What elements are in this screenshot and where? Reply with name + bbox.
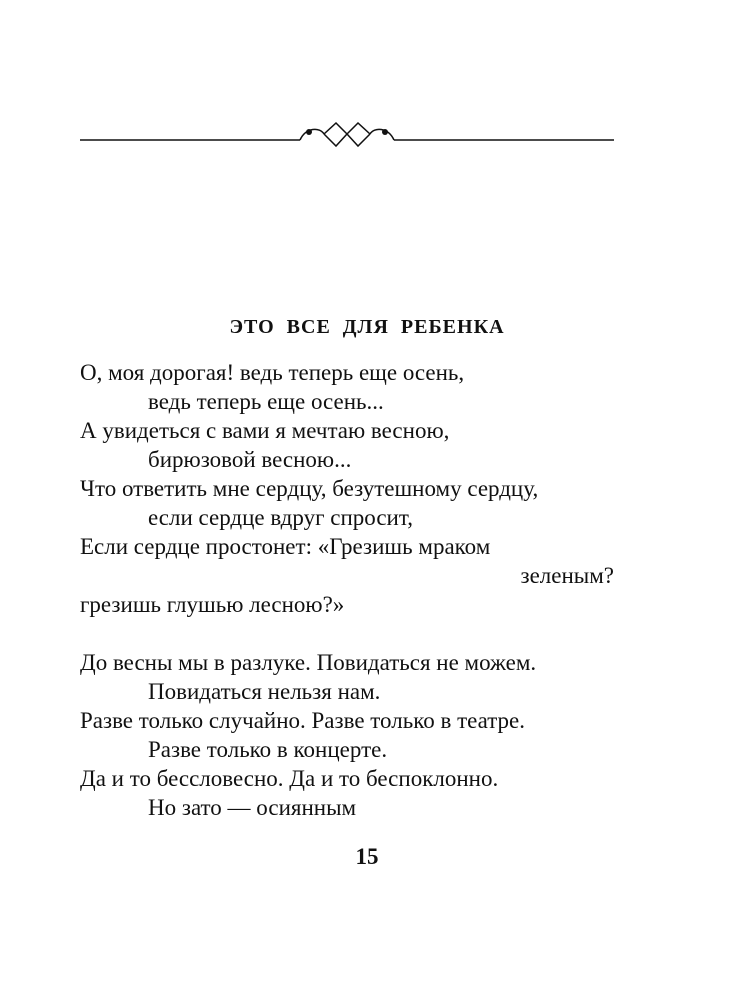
stanza-break — [80, 619, 614, 648]
poem-line: До весны мы в разлуке. Повидаться не можем. — [80, 650, 537, 675]
poem-line-continuation: зеленым? — [520, 563, 614, 588]
poem-line: О, моя дорогая! ведь теперь еще осень, — [80, 360, 465, 385]
page-number: 15 — [355, 844, 379, 869]
poem-line: Если сердце простонет: «Грезишь мраком — [80, 534, 491, 559]
poem-line: Разве только случайно. Разве только в театре. — [80, 708, 526, 733]
poem-line: Что ответить мне сердцу, безутешному сердцу, — [80, 476, 539, 501]
poem-line: Но зато — осиянным — [148, 795, 357, 820]
poem-line: грезишь глушью лесною?» — [80, 592, 345, 617]
poem-line: Да и то бессловесно. Да и то беспоклонно. — [80, 766, 499, 791]
poem-body — [80, 358, 614, 822]
decorative-divider-ornament — [80, 118, 614, 150]
poem-title: ЭТО ВСЕ ДЛЯ РЕБЕНКА — [229, 316, 505, 338]
poem-line: Разве только в концерте. — [148, 737, 388, 762]
stanza-2 — [80, 648, 614, 822]
poem-line: Повидаться нельзя нам. — [148, 679, 381, 704]
poem-line: если сердце вдруг спросит, — [148, 505, 413, 530]
poem-line: А увидеться с вами я мечтаю весною, — [80, 418, 450, 443]
poem-line: ведь теперь еще осень... — [148, 389, 384, 414]
stanza-1 — [80, 358, 614, 619]
poem-line: бирюзовой весною... — [148, 447, 352, 472]
